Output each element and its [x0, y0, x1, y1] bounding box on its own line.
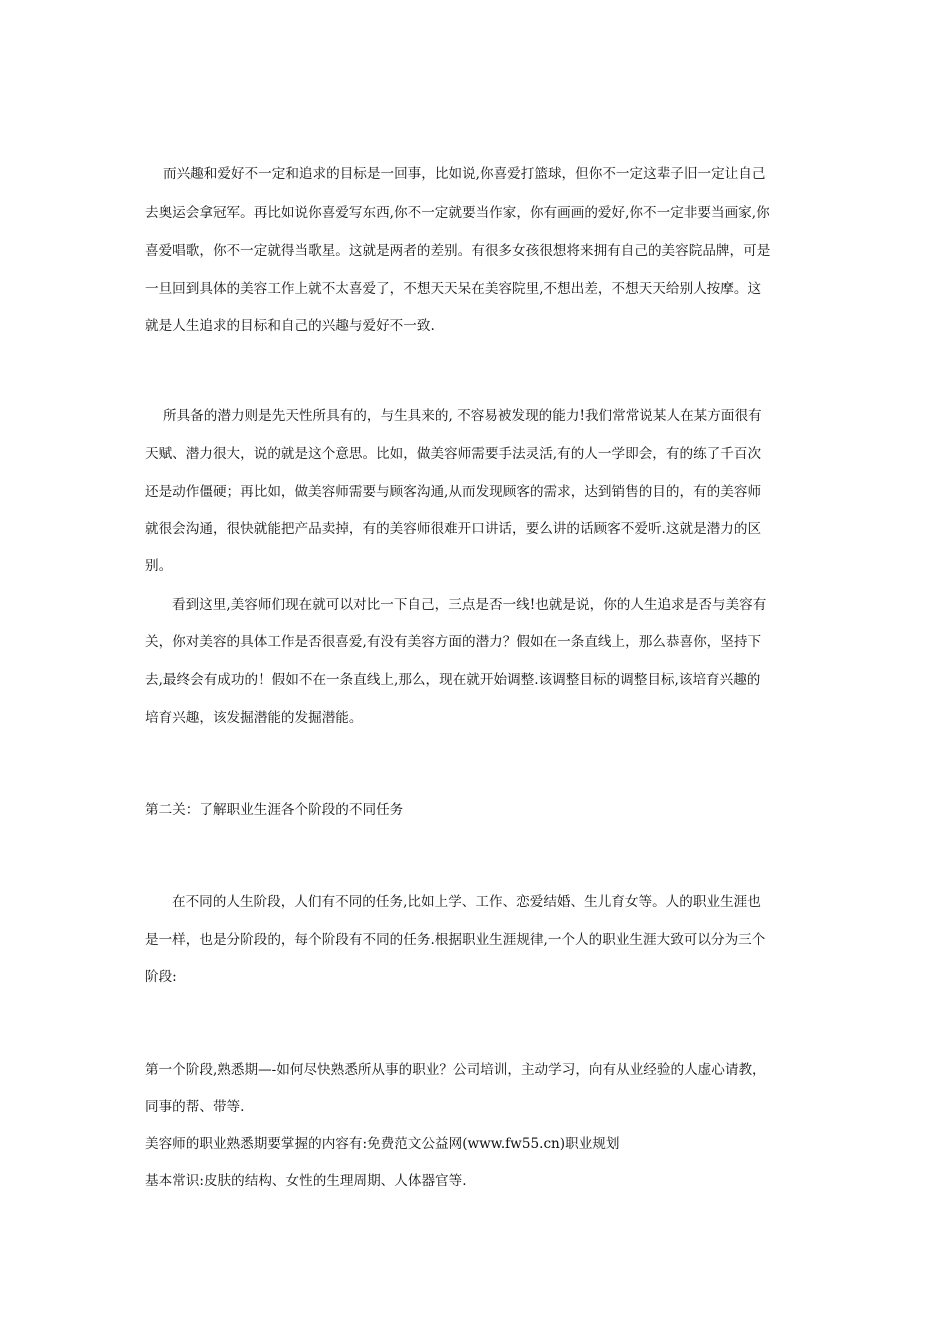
paragraph-compare-line-3: 去,最终会有成功的！假如不在一条直线上,那么，现在就开始调整.该调整目标的调整目标,该培育兴趣的 [145, 672, 761, 688]
paragraph-interest-line-2: 去奥运会拿冠军。再比如说你喜爱写东西,你不一定就要当作家，你有画画的爱好,你不一定非要当画家,你 [145, 205, 770, 221]
paragraph-interest-line-1: 而兴趣和爱好不一定和追求的目标是一回事，比如说,你喜爱打篮球，但你不一定这辈子旧一定让自己 [163, 166, 766, 182]
stage-one-content-line: 美容师的职业熟悉期要掌握的内容有:免费范文公益网(www.fw55.cn)职业规划 [145, 1136, 620, 1152]
paragraph-potential-line-3: 还是动作僵硬；再比如，做美容师需要与顾客沟通,从而发现顾客的需求，达到销售的目的，有的美容师 [145, 484, 762, 500]
paragraph-interest-line-5: 就是人生追求的目标和自己的兴趣与爱好不一致. [145, 318, 435, 334]
paragraph-compare-line-4: 培育兴趣，该发掘潜能的发掘潜能。 [145, 710, 363, 726]
stage-one-line-1: 第一个阶段,熟悉期—-如何尽快熟悉所从事的职业？公司培训，主动学习，向有从业经验的人虚心请教， [145, 1062, 766, 1078]
section-heading: 第二关：了解职业生涯各个阶段的不同任务 [145, 802, 404, 818]
paragraph-stages-line-3: 阶段: [145, 969, 177, 985]
paragraph-potential-line-4: 就很会沟通，很快就能把产品卖掉，有的美容师很难开口讲话，要么讲的话顾客不爱听.这就是潜力的区 [145, 521, 762, 537]
paragraph-potential-line-5: 别。 [145, 558, 173, 574]
stage-one-line-2: 同事的帮、带等. [145, 1099, 245, 1115]
paragraph-potential-line-2: 天赋、潜力很大，说的就是这个意思。比如，做美容师需要手法灵活,有的人一学即会，有的练了千百次 [145, 446, 762, 462]
paragraph-stages-line-2: 是一样，也是分阶段的，每个阶段有不同的任务.根据职业生涯规律,一个人的职业生涯大致可以分为三个 [145, 932, 766, 948]
paragraph-potential-line-1: 所具备的潜力则是先天性所具有的，与生具来的, 不容易被发现的能力!我们常常说某人在某方面很有 [163, 408, 762, 424]
basic-knowledge-line: 基本常识:皮肤的结构、女性的生理周期、人体器官等. [145, 1173, 467, 1189]
paragraph-stages-line-1: 在不同的人生阶段，人们有不同的任务,比如上学、工作、恋爱结婚、生儿育女等。人的职业生涯也 [172, 894, 761, 910]
paragraph-compare-line-2: 关，你对美容的具体工作是否很喜爱,有没有美容方面的潜力？假如在一条直线上，那么恭喜你，坚持下 [145, 634, 762, 650]
paragraph-compare-line-1: 看到这里,美容师们现在就可以对比一下自己，三点是否一线!也就是说，你的人生追求是否与美容有 [172, 597, 767, 613]
paragraph-interest-line-4: 一旦回到具体的美容工作上就不太喜爱了，不想天天呆在美容院里,不想出差，不想天天给别人按摩。这 [145, 281, 762, 297]
paragraph-interest-line-3: 喜爱唱歌，你不一定就得当歌星。这就是两者的差别。有很多女孩很想将来拥有自己的美容院品牌，可是 [145, 243, 771, 259]
